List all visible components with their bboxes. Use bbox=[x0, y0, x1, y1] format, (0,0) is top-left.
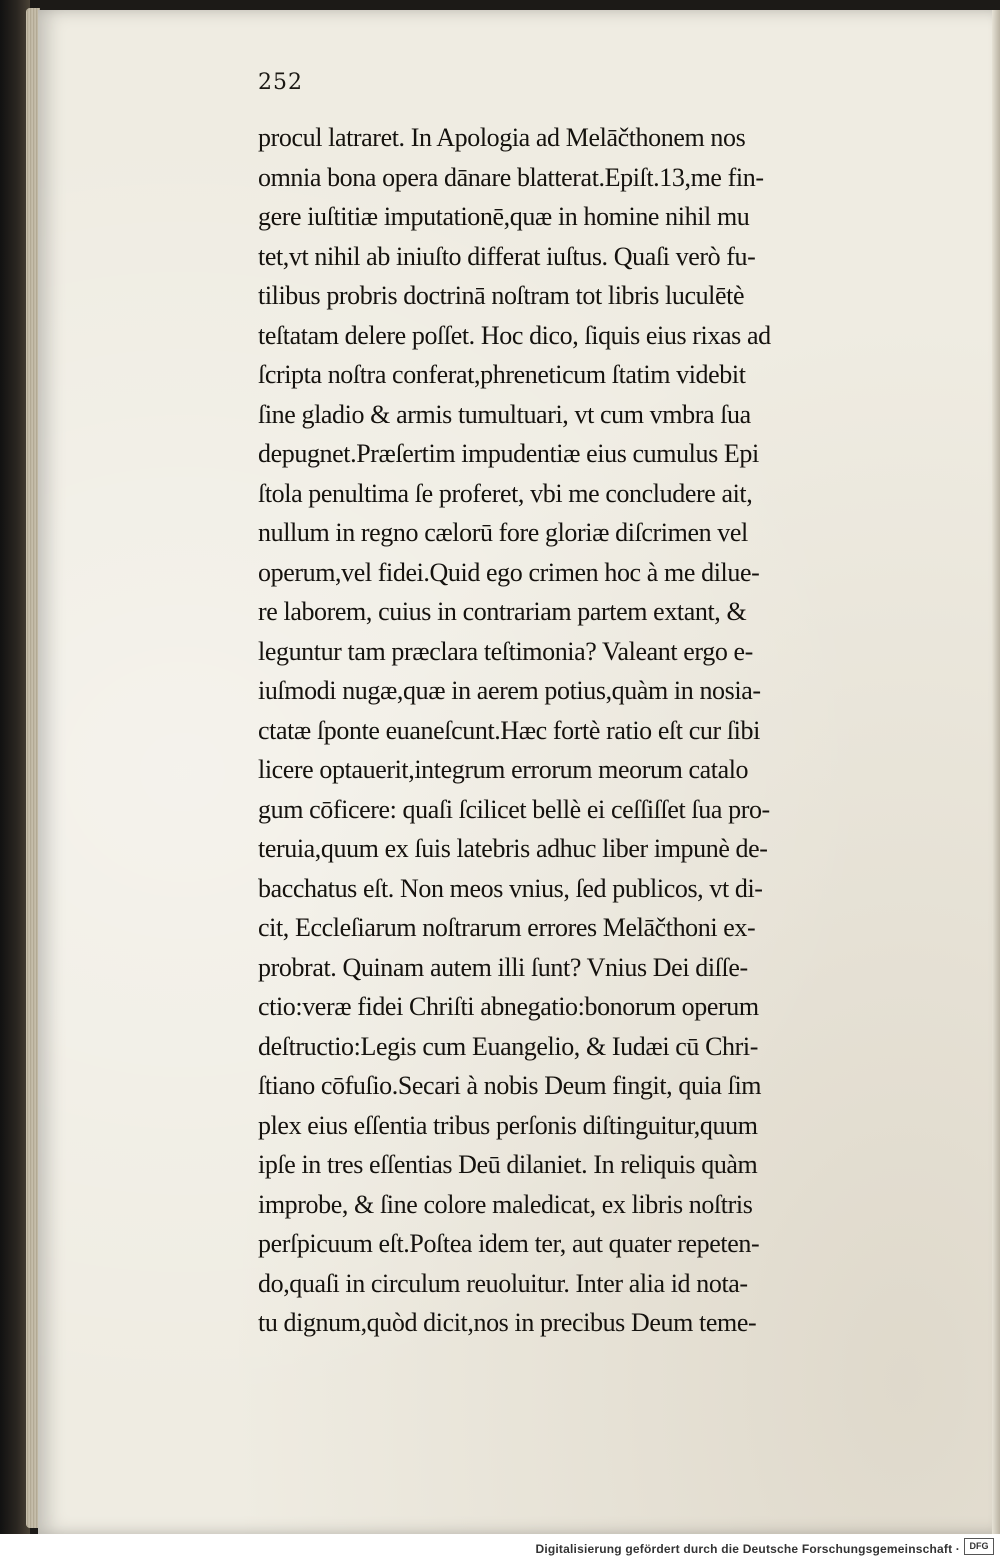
text-line: ctatæ ſponte euaneſcunt.Hæc fortè ratio eſt cur ſibi bbox=[258, 715, 760, 745]
text-line: cit, Eccleſiarum noſtrarum errores Melāčthoni ex- bbox=[258, 913, 756, 942]
text-line: re laborem, cuius in contrariam partem extant, & bbox=[258, 597, 747, 626]
text-line: teſtatam delere poſſet. Hoc dico, ſiquis eius rixas ad bbox=[258, 320, 771, 350]
text-line: gere iuſtitiæ imputationē,quæ in homine nihil mu bbox=[258, 202, 750, 231]
body-text bbox=[258, 118, 938, 1343]
text-line: leguntur tam præclara teſtimonia? Valeant ergo e- bbox=[258, 636, 753, 666]
text-line: ſtola penultima ſe proferet, vbi me concludere ait, bbox=[258, 478, 753, 508]
text-line: depugnet.Præſertim impudentiæ eius cumulus Epi bbox=[258, 439, 759, 468]
text-line: bacchatus eſt. Non meos vnius, ſed publicos, vt di- bbox=[258, 873, 763, 903]
dfg-logo: DFG bbox=[964, 1538, 994, 1555]
text-line: ſtiano cōfuſio.Secari à nobis Deum fingit, quia ſim bbox=[258, 1071, 762, 1100]
page-right-edge bbox=[992, 10, 1000, 1534]
text-line: licere optauerit,integrum errorum meorum catalo bbox=[258, 755, 749, 784]
text-line: teruia,quum ex ſuis latebris adhuc liber impunè de- bbox=[258, 834, 768, 863]
text-line: probrat. Quinam autem illi ſunt? Vnius Dei diſſe- bbox=[258, 952, 748, 982]
text-line: tet,vt nihil ab iniuſto differat iuſtus. Quaſi verò fu- bbox=[258, 241, 756, 271]
text-line: omnia bona opera dānare blatterat.Epiſt.13,me fin- bbox=[258, 162, 764, 192]
text-line: tu dignum,quòd dicit,nos in precibus Deum teme- bbox=[258, 1308, 757, 1337]
text-line: plex eius eſſentia tribus perſonis diſtinguitur,quum bbox=[258, 1110, 758, 1140]
text-line: gum cōficere: quaſi ſcilicet bellè ei ceſſiſſet ſua pro- bbox=[258, 794, 770, 824]
text-line: deſtructio:Legis cum Euangelio, & Iudæi cū Chri- bbox=[258, 1031, 758, 1061]
text-line: nullum in regno cælorū fore gloriæ diſcrimen vel bbox=[258, 518, 748, 547]
text-line: ſcripta noſtra conferat,phreneticum ſtatim videbit bbox=[258, 360, 746, 389]
text-line: ſine gladio & armis tumultuari, vt cum vmbra ſua bbox=[258, 399, 751, 429]
text-line: improbe, & ſine colore maledicat, ex libris noſtris bbox=[258, 1189, 753, 1219]
text-line: tilibus probris doctrinā noſtram tot libris luculētè bbox=[258, 281, 745, 310]
text-line: procul latraret. In Apologia ad Melāčthonem nos bbox=[258, 123, 746, 152]
text-line: ipſe in tres eſſentias Deū dilaniet. In reliquis quàm bbox=[258, 1150, 758, 1179]
text-line: iuſmodi nugæ,quæ in aerem potius,quàm in nosia- bbox=[258, 676, 761, 705]
page-number: 252 bbox=[258, 70, 303, 95]
text-line: perſpicuum eſt.Poſtea idem ter, aut quater repeten- bbox=[258, 1229, 760, 1258]
funding-credit: Digitalisierung gefördert durch die Deutsche Forschungsgemeinschaft · bbox=[535, 1542, 960, 1556]
footer-bar bbox=[0, 1534, 1000, 1560]
text-line: operum,vel fidei.Quid ego crimen hoc à me dilue- bbox=[258, 557, 760, 587]
text-line: do,quaſi in circulum reuoluitur. Inter alia id nota- bbox=[258, 1268, 748, 1298]
text-line: ctio:veræ fidei Chriſti abnegatio:bonorum operum bbox=[258, 992, 759, 1021]
